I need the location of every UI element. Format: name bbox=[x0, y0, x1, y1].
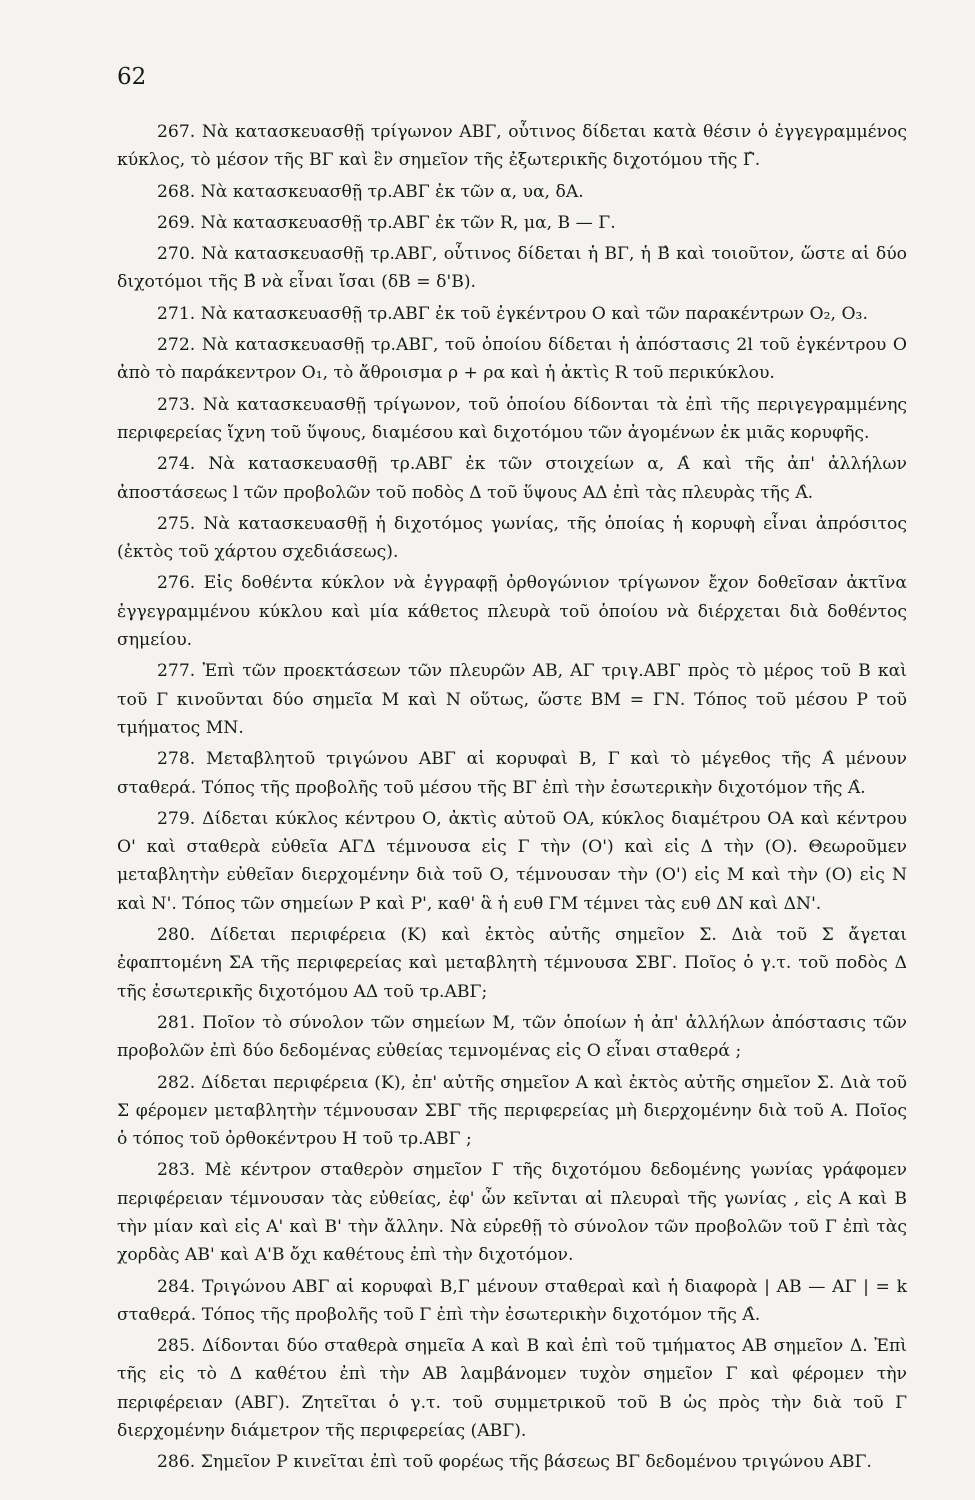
problem-item bbox=[117, 805, 907, 918]
problem-item bbox=[117, 1069, 907, 1154]
problem-item bbox=[117, 300, 907, 328]
problem-item bbox=[117, 450, 907, 507]
problem-text: Εἰς δοθέντα κύκλον νὰ ἐγγραφῇ ὀρθογώνιον τρίγωνον ἔχον δοθεῖσαν ἀκτῖνα ἐγγεγραμμένου κύκλου καὶ μία κάθετος πλευρὰ τοῦ ὁποίου νὰ διέρχεται διὰ δοθέντος σημείου. bbox=[117, 573, 907, 651]
problem-text: Νὰ κατασκευασθῇ τρίγωνον, τοῦ ὁποίου δίδονται τὰ ἐπὶ τῆς περιγεγραμμένης περιφερείας ἴχνη τοῦ ὕψους, διαμέσου καὶ διχοτόμου τῶν ἀγομένων ἐκ μιᾶς κορυφῆς. bbox=[117, 394, 908, 443]
problem-number: 286. bbox=[157, 1452, 196, 1473]
problem-number: 282. bbox=[157, 1072, 196, 1093]
problem-item bbox=[117, 569, 907, 654]
problem-number: 284. bbox=[157, 1276, 196, 1297]
problem-text: Ἐπὶ τῶν προεκτάσεων τῶν πλευρῶν ΑΒ, ΑΓ τριγ.ΑΒΓ πρὸς τὸ μέρος τοῦ Β καὶ τοῦ Γ κινοῦνται δύο σημεῖα Μ καὶ Ν οὕτως, ὥστε ΒΜ = ΓΝ. Τόπος τοῦ μέσου Ρ τοῦ τμήματος ΜΝ. bbox=[117, 661, 907, 738]
problem-text: Μεταβλητοῦ τριγώνου ΑΒΓ αἱ κορυφαὶ Β, Γ καὶ τὸ μέγεθος τῆς Α̂ μένουν σταθερά. Τόπος τῆς προβολῆς τοῦ μέσου τῆς ΒΓ ἐπὶ τὴν ἐσωτερικὴν διχοτόμον τῆς Α̂. bbox=[117, 749, 907, 798]
problem-item bbox=[117, 391, 907, 448]
problem-text: Δίδεται περιφέρεια (Κ), ἐπ' αὐτῆς σημεῖον Α καὶ ἐκτὸς αὐτῆς σημεῖον Σ. Διὰ τοῦ Σ φέρομεν μεταβλητὴν τέμνουσαν ΣΒΓ τῆς περιφερείας μὴ διερχομένην διὰ τοῦ Α. Ποῖος ὁ τόπος τοῦ ὀρθοκέντρου Η τοῦ τρ.ΑΒΓ ; bbox=[117, 1072, 907, 1150]
problem-number: 269. bbox=[157, 212, 196, 233]
problem-item bbox=[117, 1448, 907, 1476]
problem-number: 279. bbox=[157, 808, 196, 829]
problem-text: Νὰ κατασκευασθῇ τρ.ΑΒΓ ἐκ τῶν στοιχείων α, Α̂ καὶ τῆς ἀπ' ἀλλήλων ἀποστάσεως l τῶν προβολῶν τοῦ ποδὸς Δ τοῦ ὕψους ΑΔ ἐπὶ τὰς πλευρὰς τῆς Α̂. bbox=[117, 454, 907, 503]
problem-number: 268. bbox=[157, 181, 196, 202]
problem-item bbox=[117, 510, 907, 567]
problem-number: 277. bbox=[157, 661, 196, 682]
problem-number: 285. bbox=[157, 1336, 196, 1357]
problem-item bbox=[117, 745, 907, 802]
problem-text: Νὰ κατασκευασθῇ τρ.ΑΒΓ, οὗτινος δίδεται ἡ ΒΓ, ἡ Β̂ καὶ τοιοῦτον, ὥστε αἱ δύο διχοτόμοι τῆς Β̂ νὰ εἶναι ἴσαι (δΒ = δ'Β). bbox=[117, 244, 907, 293]
problem-number: 275. bbox=[157, 513, 196, 534]
problem-number: 281. bbox=[157, 1012, 196, 1033]
problem-text: Νὰ κατασκευασθῇ τρ.ΑΒΓ ἐκ τῶν α, υα, δΑ. bbox=[200, 181, 584, 202]
problem-item bbox=[117, 1332, 907, 1445]
problem-text: Δίδεται περιφέρεια (Κ) καὶ ἐκτὸς αὐτῆς σημεῖον Σ. Διὰ τοῦ Σ ἄγεται ἐφαπτομένη ΣΑ τῆς περιφερείας καὶ μεταβλητὴ τέμνουσα ΣΒΓ. Ποῖος ὁ γ.τ. τοῦ ποδὸς Δ τῆς ἐσωτερικῆς διχοτόμου ΑΔ τοῦ τρ.ΑΒΓ; bbox=[117, 925, 907, 1002]
problem-item bbox=[117, 1273, 907, 1330]
problem-text: Ποῖον τὸ σύνολον τῶν σημείων Μ, τῶν ὁποίων ἡ ἀπ' ἀλλήλων ἀπόστασις τῶν προβολῶν ἐπὶ δύο δεδομένας εὐθείας τεμνομένας εἰς Ο εἶναι σταθερά ; bbox=[117, 1012, 907, 1062]
problem-item bbox=[117, 240, 907, 297]
problem-list bbox=[117, 118, 907, 1480]
problem-item bbox=[117, 921, 907, 1006]
problem-item bbox=[117, 209, 907, 237]
problem-text: Νὰ κατασκευασθῇ τρ.ΑΒΓ, τοῦ ὁποίου δίδεται ἡ ἀπόστασις 2l τοῦ ἐγκέντρου Ο ἀπὸ τὸ παράκεντρον Ο₁, τὸ ἄθροισμα ρ + ρα καὶ ἡ ἀκτὶς R τοῦ περικύκλου. bbox=[117, 335, 907, 384]
problem-text: Τριγώνου ΑΒΓ αἱ κορυφαὶ Β,Γ μένουν σταθεραὶ καὶ ἡ διαφορὰ | ΑΒ — ΑΓ | = k σταθερά. Τόπος τῆς προβολῆς τοῦ Γ ἐπὶ τὴν ἐσωτερικὴν διχοτόμον τῆς Α̂. bbox=[117, 1276, 907, 1325]
problem-text: Νὰ κατασκευασθῇ τρίγωνον ΑΒΓ, οὗτινος δίδεται κατὰ θέσιν ὁ ἐγγεγραμμένος κύκλος, τὸ μέσον τῆς ΒΓ καὶ ἓν σημεῖον τῆς ἐξωτερικῆς διχοτόμου τῆς Γ̂. bbox=[117, 122, 908, 171]
problem-text: Δίδεται κύκλος κέντρου Ο, ἀκτὶς αὐτοῦ ΟΑ, κύκλος διαμέτρου ΟΑ καὶ κέντρου Ο' καὶ σταθερὰ εὐθεῖα ΑΓΔ τέμνουσα εἰς Γ τὴν (Ο') καὶ εἰς Δ τὴν (Ο). Θεωροῦμεν μεταβλητὴν εὐθεῖαν διερχομένην διὰ τοῦ Ο, τέμνουσαν τὴν (Ο') εἰς Μ καὶ τὴν (Ο) εἰς Ν καὶ Ν'. Τόπος τῶν σημείων Ρ καὶ Ρ', καθ' ἃ ἡ ευθ ΓΜ τέμνει τὰς ευθ ΔΝ καὶ ΔΝ'. bbox=[117, 808, 907, 914]
problem-number: 272. bbox=[157, 335, 196, 356]
problem-text: Σημεῖον Ρ κινεῖται ἐπὶ τοῦ φορέως τῆς βάσεως ΒΓ δεδομένου τριγώνου ΑΒΓ. bbox=[200, 1452, 872, 1473]
problem-number: 274. bbox=[157, 454, 196, 475]
problem-item bbox=[117, 657, 907, 742]
problem-number: 280. bbox=[157, 925, 196, 946]
problem-number: 270. bbox=[157, 244, 196, 265]
problem-item bbox=[117, 1009, 907, 1066]
problem-text: Δίδονται δύο σταθερὰ σημεῖα Α καὶ Β καὶ ἐπὶ τοῦ τμήματος ΑΒ σημεῖον Δ. Ἐπὶ τῆς εἰς τὸ Δ καθέτου ἐπὶ τὴν ΑΒ λαμβάνομεν τυχὸν σημεῖον Γ καὶ φέρομεν τὴν περιφέρειαν (ΑΒΓ). Ζητεῖται ὁ γ.τ. τοῦ συμμετρικοῦ τοῦ Β ὡς πρὸς τὴν διὰ τοῦ Γ διερχομένην διάμετρον τῆς περιφερείας (ΑΒΓ). bbox=[117, 1336, 907, 1442]
problem-number: 278. bbox=[157, 749, 196, 770]
page-number: 62 bbox=[117, 64, 147, 90]
problem-item bbox=[117, 331, 907, 388]
problem-text: Νὰ κατασκευασθῇ τρ.ΑΒΓ ἐκ τῶν R, μα, Β — Γ. bbox=[200, 212, 616, 233]
problem-item bbox=[117, 1156, 907, 1269]
problem-number: 267. bbox=[157, 122, 196, 142]
problem-item bbox=[117, 178, 907, 206]
problem-number: 271. bbox=[157, 303, 196, 324]
problem-item bbox=[117, 118, 907, 175]
problem-text: Νὰ κατασκευασθῇ ἡ διχοτόμος γωνίας, τῆς ὁποίας ἡ κορυφὴ εἶναι ἀπρόσιτος (ἐκτὸς τοῦ χάρτου σχεδιάσεως). bbox=[117, 513, 907, 563]
problem-text: Νὰ κατασκευασθῇ τρ.ΑΒΓ ἐκ τοῦ ἐγκέντρου Ο καὶ τῶν παρακέντρων Ο₂, Ο₃. bbox=[200, 303, 868, 324]
problem-text: Μὲ κέντρον σταθερὸν σημεῖον Γ τῆς διχοτόμου δεδομένης γωνίας γράφομεν περιφέρειαν τέμνουσαν τὰς εὐθείας, ἐφ' ὧν κεῖνται αἱ πλευραὶ τῆς γωνίας , εἰς Α καὶ Β τὴν μίαν καὶ εἰς Α' καὶ Β' τὴν ἄλλην. Νὰ εὑρεθῇ τὸ σύνολον τῶν προβολῶν τοῦ Γ ἐπὶ τὰς χορδὰς ΑΒ' καὶ Α'Β ὄχι καθέτους ἐπὶ τὴν διχοτόμον. bbox=[117, 1160, 908, 1266]
problem-number: 273. bbox=[157, 394, 196, 415]
problem-number: 283. bbox=[157, 1160, 196, 1181]
problem-number: 276. bbox=[157, 573, 196, 594]
